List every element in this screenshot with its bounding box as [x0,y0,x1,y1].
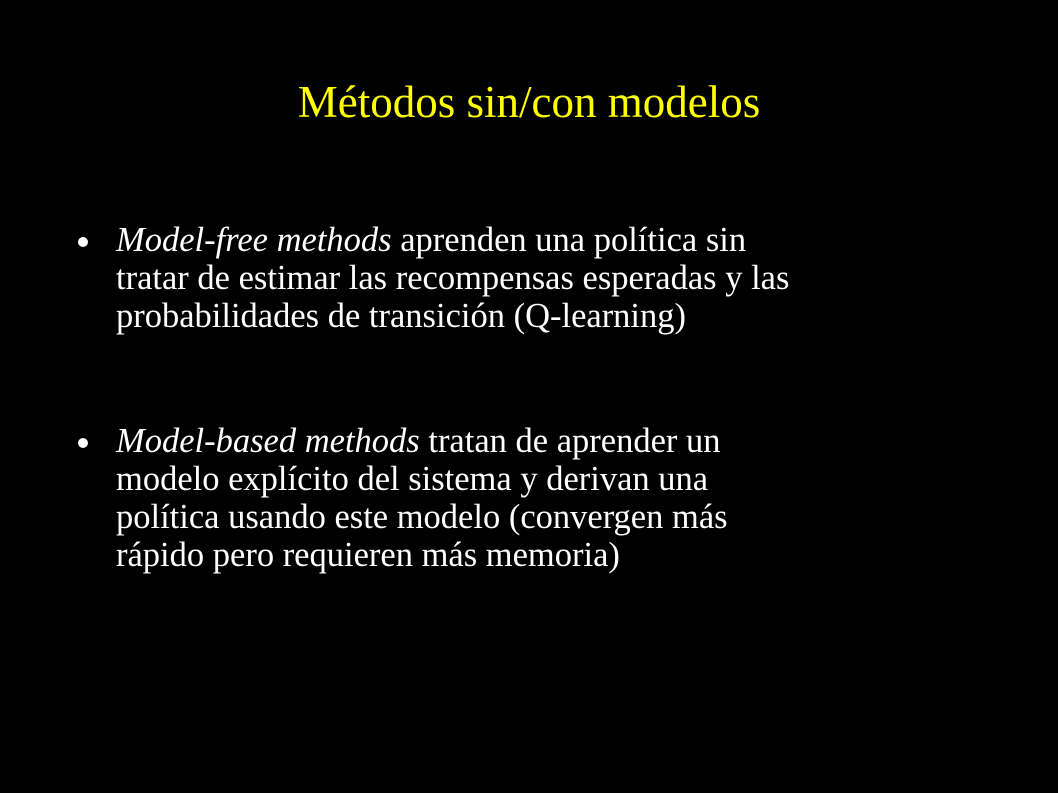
bullet-text [116,221,978,335]
bullet-term: Model-based methods [116,422,420,460]
bullet-item-model-based [78,422,978,574]
slide-title: Métodos sin/con modelos [297,77,761,127]
bullet-dot-icon [78,438,88,448]
bullet-item-model-free [78,221,978,335]
bullet-description: aprenden una política sin tratar de estimar las recompensas esperadas y las probabilidades de transición (Q-learning) [116,221,790,335]
bullet-term: Model-free methods [116,221,392,259]
bullet-text [116,422,978,574]
bullet-description: tratan de aprender un modelo explícito del sistema y derivan una política usando este modelo (convergen más rápido pero requieren más memoria) [116,422,728,574]
bullet-dot-icon [78,237,88,247]
